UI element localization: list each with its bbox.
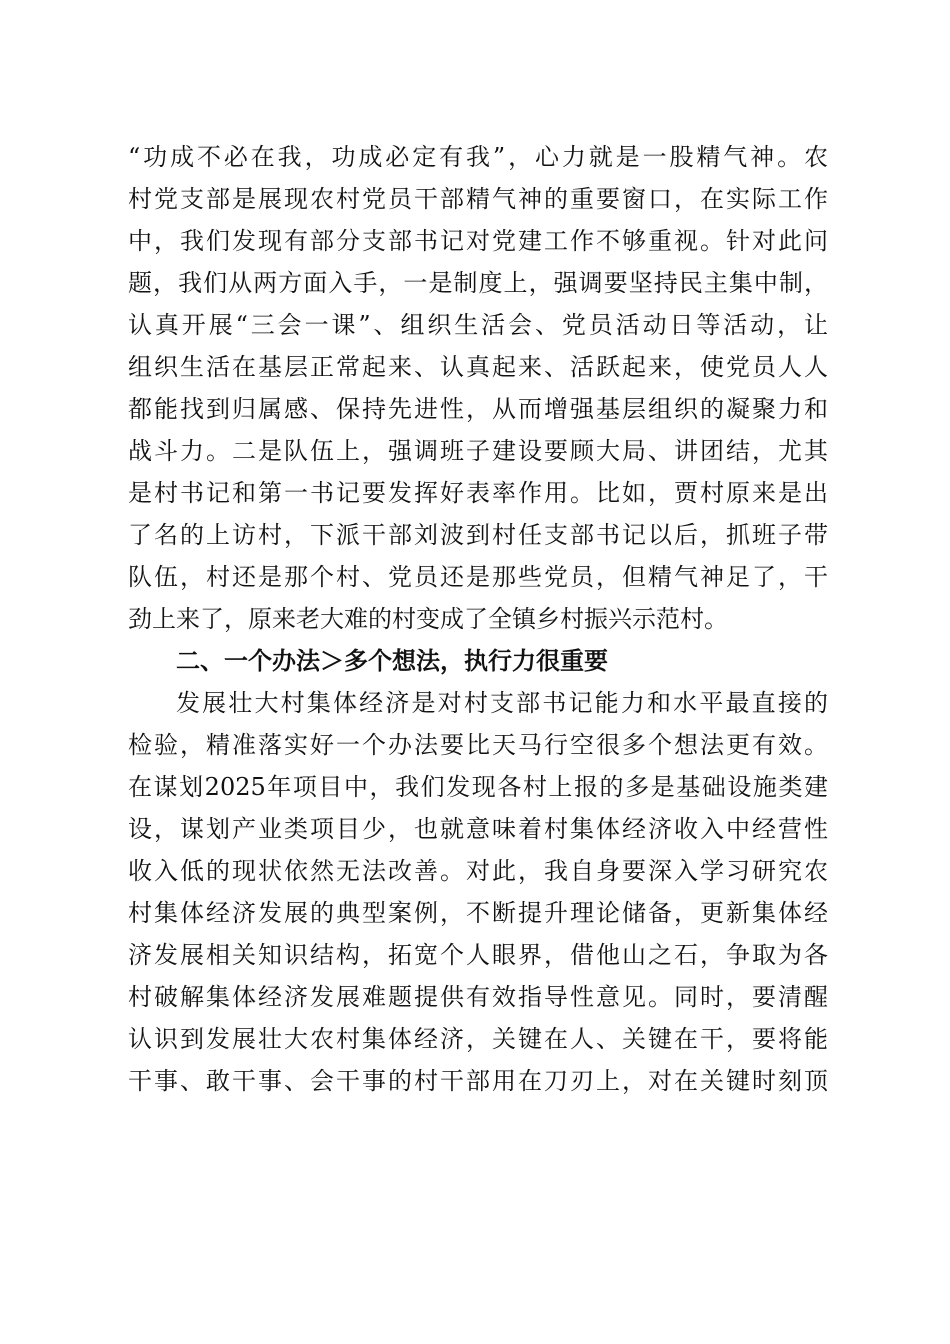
text-line: 检验，精准落实好一个办法要比天马行空很多个想法更有效。	[128, 731, 828, 759]
text-line: 战斗力。二是队伍上，强调班子建设要顾大局、讲团结，尤其	[128, 437, 828, 465]
document-body	[128, 136, 828, 1102]
text-line: 劲上来了，原来老大难的村变成了全镇乡村振兴示范村。	[128, 605, 728, 633]
paragraph-1	[128, 136, 828, 640]
text-line: 认识到发展壮大农村集体经济，关键在人、关键在干，要将能	[128, 1025, 828, 1053]
text-line: 村党支部是展现农村党员干部精气神的重要窗口，在实际工作	[128, 185, 828, 213]
text-line: 收入低的现状依然无法改善。对此，我自身要深入学习研究农	[128, 857, 828, 885]
text-line: 设，谋划产业类项目少，也就意味着村集体经济收入中经营性	[128, 815, 828, 843]
section-heading: 二、一个办法＞多个想法，执行力很重要	[176, 647, 608, 675]
text-line: 都能找到归属感、保持先进性，从而增强基层组织的凝聚力和	[128, 395, 828, 423]
text-line: 济发展相关知识结构，拓宽个人眼界，借他山之石，争取为各	[128, 941, 828, 969]
paragraph-2	[128, 682, 828, 1102]
text-line: 队伍，村还是那个村、党员还是那些党员，但精气神足了，干	[128, 563, 828, 591]
text-line: 在谋划2025年项目中，我们发现各村上报的多是基础设施类建	[128, 773, 828, 801]
text-line: 认真开展“三会一课”、组织生活会、党员活动日等活动，让	[128, 311, 828, 339]
text-line: 组织生活在基层正常起来、认真起来、活跃起来，使党员人人	[128, 353, 828, 381]
text-line: 题，我们从两方面入手，一是制度上，强调要坚持民主集中制，	[128, 269, 828, 297]
text-line: 是村书记和第一书记要发挥好表率作用。比如，贾村原来是出	[128, 479, 828, 507]
text-line: 干事、敢干事、会干事的村干部用在刀刃上，对在关键时刻顶	[128, 1067, 828, 1095]
text-line: 村破解集体经济发展难题提供有效指导性意见。同时，要清醒	[128, 983, 828, 1011]
text-line: 了名的上访村，下派干部刘波到村任支部书记以后，抓班子带	[128, 521, 828, 549]
text-line: 发展壮大村集体经济是对村支部书记能力和水平最直接的	[176, 689, 828, 717]
text-line: 中，我们发现有部分支部书记对党建工作不够重视。针对此问	[128, 227, 828, 255]
text-line: “功成不必在我，功成必定有我”，心力就是一股精气神。农	[128, 143, 828, 171]
text-line: 村集体经济发展的典型案例，不断提升理论储备，更新集体经	[128, 899, 828, 927]
